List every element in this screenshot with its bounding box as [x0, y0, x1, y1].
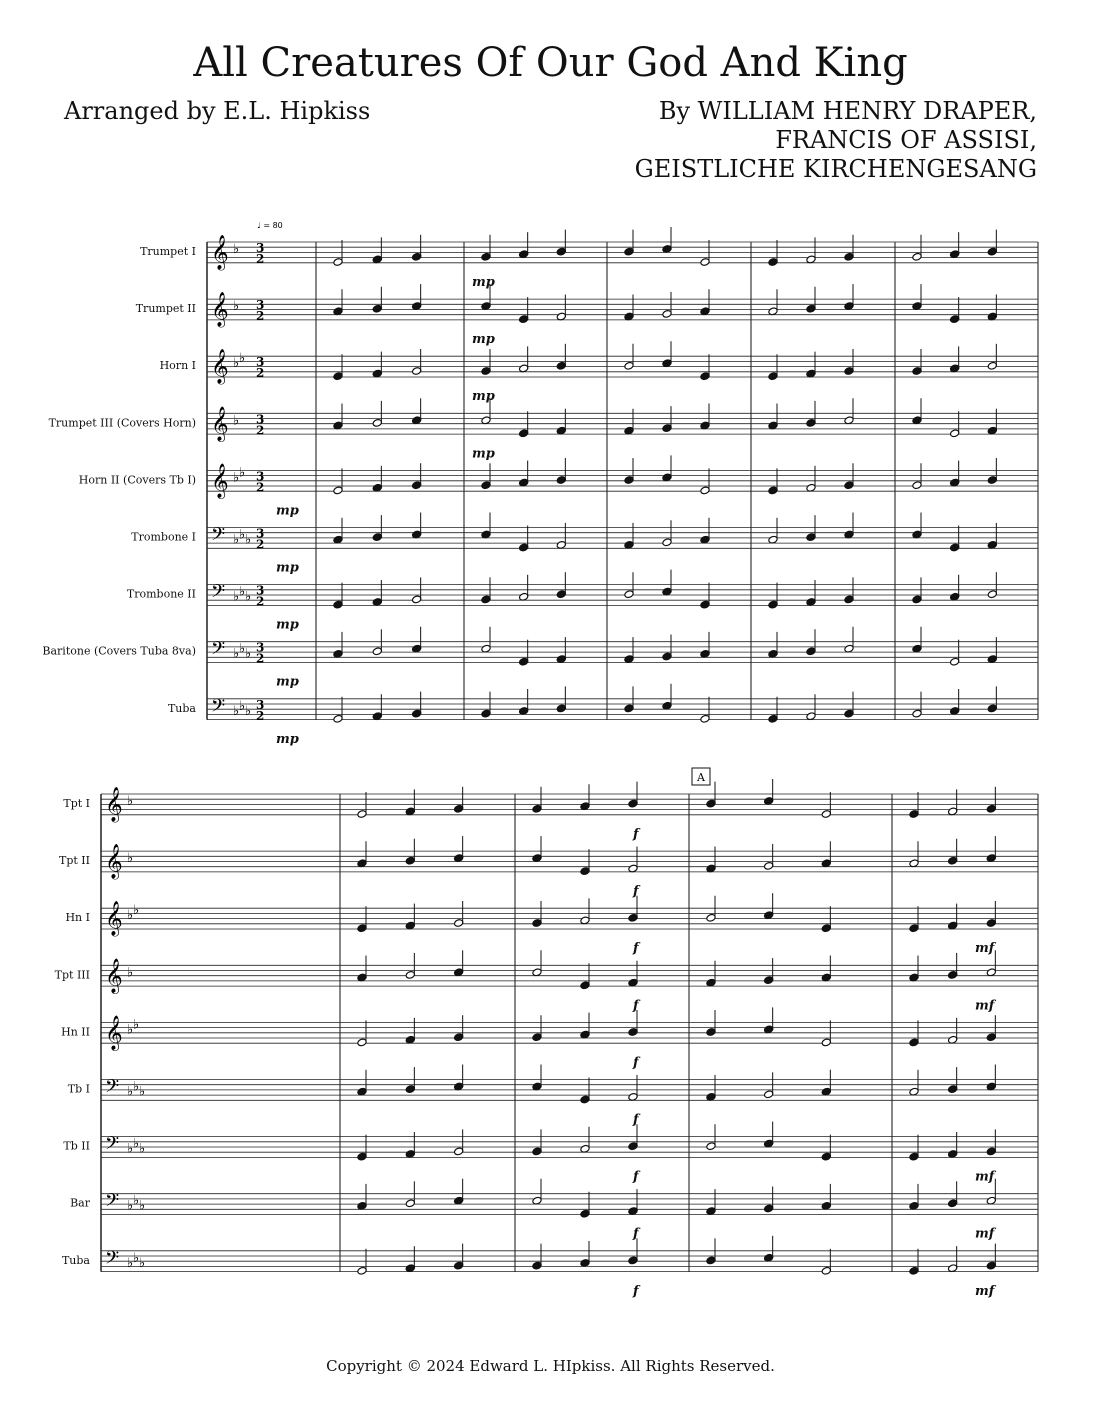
flat-icon: ♭: [239, 698, 246, 714]
dynamic-mark: mf: [975, 941, 995, 957]
composer-line: GEISTLICHE KIRCHENGESANG: [634, 155, 1037, 183]
instrument-label: Tb I: [67, 1082, 90, 1096]
flat-icon: ♭: [245, 703, 252, 719]
composer-line: FRANCIS OF ASSISI,: [775, 126, 1037, 154]
treble-clef-icon: 𝄞: [211, 349, 229, 385]
flat-icon: ♭: [233, 242, 240, 257]
dynamic-mark: mp: [276, 560, 299, 576]
flat-icon: ♭: [233, 470, 240, 486]
copyright-notice: Copyright © 2024 Edward L. HIpkiss. All Rights Reserved.: [326, 1357, 775, 1375]
bass-clef-icon: 𝄢: [211, 695, 226, 721]
dynamic-mark: mp: [276, 674, 299, 690]
dynamic-mark: f: [633, 1283, 639, 1299]
flat-icon: ♭: [127, 908, 134, 924]
flat-icon: ♭: [233, 532, 240, 548]
flat-icon: ♭: [133, 1193, 140, 1209]
dynamic-mark: mp: [472, 332, 495, 348]
dynamic-mark: mf: [975, 1283, 995, 1299]
treble-clef-icon: 𝄞: [105, 1015, 123, 1051]
instrument-label: Hn II: [61, 1025, 90, 1039]
instrument-label: Bar: [70, 1196, 90, 1210]
tempo-marking: ♩ = 80: [257, 221, 283, 230]
time-sig-bottom: 2: [256, 594, 265, 609]
time-sig-top: 3: [256, 697, 265, 712]
dynamic-mark: f: [633, 998, 639, 1014]
dynamic-mark: mf: [975, 998, 995, 1014]
flat-icon: ♭: [127, 794, 134, 809]
flat-icon: ♭: [233, 589, 240, 605]
flat-icon: ♭: [245, 646, 252, 662]
flat-icon: ♭: [239, 351, 246, 367]
time-sig-top: 3: [256, 640, 265, 655]
time-sig-bottom: 2: [256, 537, 265, 552]
time-sig-bottom: 2: [256, 651, 265, 666]
treble-clef-icon: 𝄞: [105, 958, 123, 994]
dynamic-mark: mp: [472, 389, 495, 405]
bass-clef-icon: 𝄢: [105, 1247, 120, 1273]
time-sig-bottom: 2: [256, 366, 265, 381]
instrument-label: Tpt I: [63, 797, 90, 810]
treble-clef-icon: 𝄞: [105, 787, 123, 822]
flat-icon: ♭: [133, 1079, 140, 1095]
flat-icon: ♭: [245, 589, 252, 605]
flat-icon: ♭: [133, 1136, 140, 1152]
instrument-label: Horn I: [159, 359, 196, 373]
time-sig-bottom: 2: [256, 252, 265, 266]
bass-clef-icon: 𝄢: [105, 1190, 120, 1216]
instrument-label: Baritone (Covers Tuba 8va): [42, 644, 196, 658]
flat-icon: ♭: [139, 1255, 146, 1271]
dynamic-mark: mp: [472, 446, 495, 462]
dynamic-mark: f: [633, 1112, 639, 1128]
flat-icon: ♭: [127, 965, 134, 981]
dynamic-mark: mf: [975, 1226, 995, 1242]
instrument-label: Hn I: [65, 911, 90, 925]
bass-clef-icon: 𝄢: [105, 1076, 120, 1102]
arranger-credit: Arranged by E.L. Hipkiss: [64, 97, 371, 125]
flat-icon: ♭: [133, 1250, 140, 1266]
time-sig-bottom: 2: [256, 708, 265, 723]
instrument-label: Trombone I: [131, 530, 196, 544]
flat-icon: ♭: [133, 1017, 140, 1033]
time-sig-bottom: 2: [256, 309, 265, 324]
instrument-label: Tpt II: [59, 854, 90, 868]
flat-icon: ♭: [127, 851, 134, 867]
dynamic-mark: f: [633, 1055, 639, 1071]
instrument-label: Tuba: [167, 701, 196, 715]
dynamic-mark: f: [633, 1169, 639, 1185]
instrument-label: Trumpet II: [135, 302, 196, 316]
time-sig-top: 3: [256, 469, 265, 484]
instrument-label: Tb II: [63, 1139, 90, 1153]
instrument-label: Horn II (Covers Tb I): [78, 473, 196, 487]
flat-icon: ♭: [127, 1198, 134, 1214]
time-sig-bottom: 2: [256, 480, 265, 495]
time-sig-top: 3: [256, 412, 265, 427]
dynamic-mark: mp: [276, 617, 299, 633]
flat-icon: ♭: [139, 1141, 146, 1157]
flat-icon: ♭: [127, 1022, 134, 1038]
composer-line: By WILLIAM HENRY DRAPER,: [658, 97, 1037, 125]
instrument-label: Trumpet I: [140, 245, 196, 258]
flat-icon: ♭: [239, 641, 246, 657]
flat-icon: ♭: [233, 703, 240, 719]
flat-icon: ♭: [233, 646, 240, 662]
bass-clef-icon: 𝄢: [211, 638, 226, 664]
time-sig-bottom: 2: [256, 423, 265, 438]
treble-clef-icon: 𝄞: [105, 901, 123, 937]
flat-icon: ♭: [233, 299, 240, 315]
time-sig-top: 3: [256, 526, 265, 541]
treble-clef-icon: 𝄞: [211, 463, 229, 499]
flat-icon: ♭: [139, 1198, 146, 1214]
dynamic-mark: mp: [276, 731, 299, 747]
flat-icon: ♭: [233, 356, 240, 372]
flat-icon: ♭: [239, 465, 246, 481]
bass-clef-icon: 𝄢: [211, 581, 226, 607]
dynamic-mark: mp: [472, 275, 495, 290]
treble-clef-icon: 𝄞: [211, 292, 229, 328]
dynamic-mark: f: [633, 827, 639, 842]
score-title: All Creatures Of Our God And King: [193, 40, 908, 86]
flat-icon: ♭: [139, 1084, 146, 1100]
flat-icon: ♭: [127, 1084, 134, 1100]
rehearsal-mark: A: [697, 771, 705, 784]
dynamic-mark: f: [633, 941, 639, 957]
instrument-label: Trombone II: [126, 587, 196, 601]
dynamic-mark: f: [633, 884, 639, 900]
bass-clef-icon: 𝄢: [105, 1133, 120, 1159]
flat-icon: ♭: [127, 1141, 134, 1157]
treble-clef-icon: 𝄞: [105, 844, 123, 880]
treble-clef-icon: 𝄞: [211, 406, 229, 442]
dynamic-mark: mp: [276, 503, 299, 519]
dynamic-mark: mf: [975, 1169, 995, 1185]
instrument-label: Tpt III: [54, 968, 90, 982]
dynamic-mark: f: [633, 1226, 639, 1242]
instrument-label: Tuba: [61, 1253, 90, 1267]
flat-icon: ♭: [239, 527, 246, 543]
bass-clef-icon: 𝄢: [211, 524, 226, 550]
time-sig-top: 3: [256, 298, 265, 313]
time-sig-top: 3: [256, 583, 265, 598]
flat-icon: ♭: [133, 903, 140, 919]
time-sig-top: 3: [256, 355, 265, 370]
flat-icon: ♭: [245, 532, 252, 548]
flat-icon: ♭: [127, 1255, 134, 1271]
flat-icon: ♭: [239, 584, 246, 600]
instrument-label: Trumpet III (Covers Horn): [48, 416, 196, 430]
flat-icon: ♭: [233, 413, 240, 429]
treble-clef-icon: 𝄞: [211, 235, 229, 270]
time-sig-top: 3: [256, 241, 265, 255]
